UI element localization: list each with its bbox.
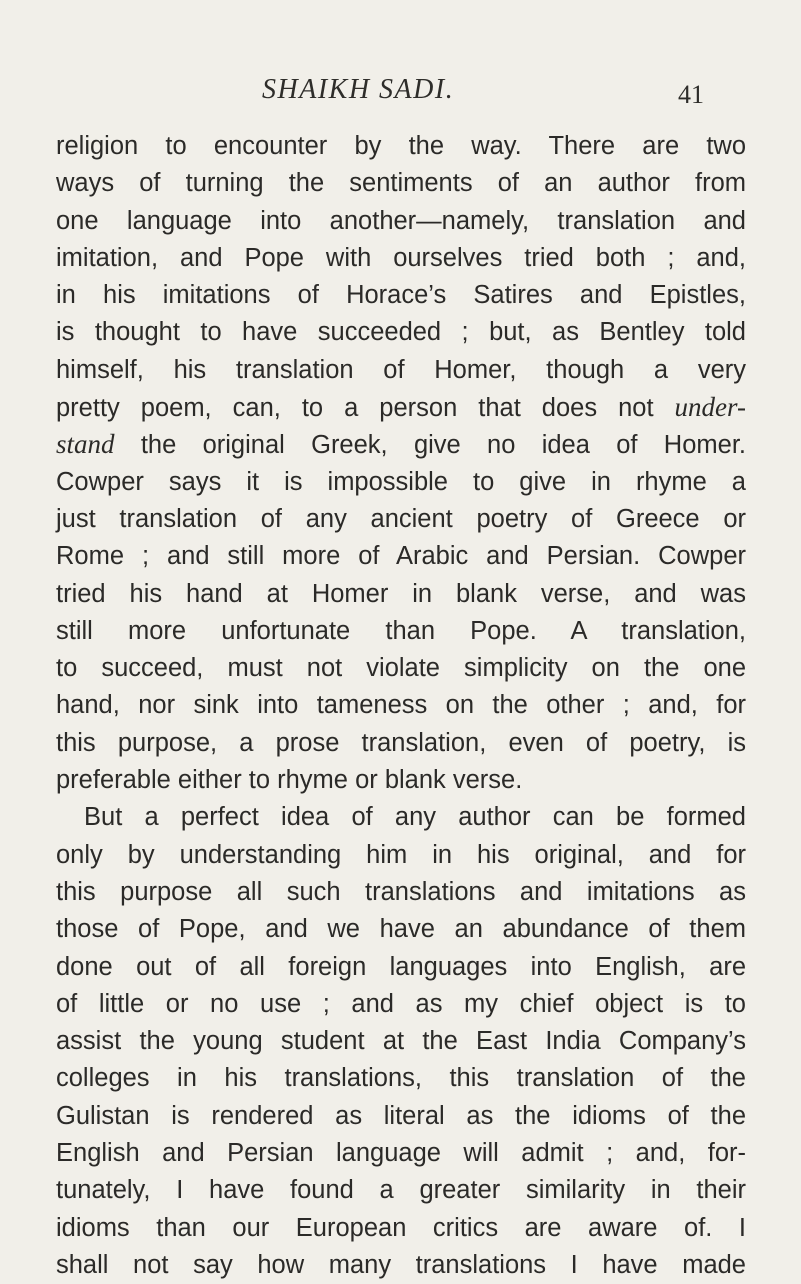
italic-word: stand xyxy=(56,429,115,460)
text-fragment: the original Greek, give no idea of Homer. xyxy=(140,431,746,460)
text-line: still more unfortunate than Pope. A translation, xyxy=(56,616,746,645)
text-line: one language into another—namely, translation and xyxy=(56,206,746,235)
text-line: this purpose, a prose translation, even of poetry, is xyxy=(56,728,746,757)
text-line: Gulistan is rendered as literal as the idioms of the xyxy=(56,1101,746,1130)
text-line-with-italic xyxy=(56,389,746,426)
italic-word: under- xyxy=(674,392,746,423)
text-line: English and Persian language will admit ; and, for- xyxy=(56,1139,746,1168)
text-line: shall not say how many translations I have made xyxy=(56,1250,746,1279)
text-line: only by understanding him in his original, and for xyxy=(56,840,746,869)
body-text xyxy=(56,128,746,1284)
text-line: himself, his translation of Homer, though a very xyxy=(56,355,746,384)
text-line: imitation, and Pope with ourselves tried both ; and, xyxy=(56,243,746,272)
text-line: Rome ; and still more of Arabic and Persian. Cowper xyxy=(56,542,746,571)
text-line: tunately, I have found a greater similarity in their xyxy=(56,1176,746,1205)
text-line: those of Pope, and we have an abundance of them xyxy=(56,915,746,944)
text-line: religion to encounter by the way. There are two xyxy=(56,132,746,160)
text-line: hand, nor sink into tameness on the other ; and, for xyxy=(56,691,746,720)
text-line: assist the young student at the East India Company’s xyxy=(56,1027,746,1056)
text-line: colleges in his translations, this translation of the xyxy=(56,1064,746,1093)
paragraph-first-line: But a perfect idea of any author can be formed xyxy=(84,803,746,832)
text-line: ways of turning the sentiments of an author from xyxy=(56,169,746,198)
text-line: of little or no use ; and as my chief object is to xyxy=(56,989,746,1018)
text-line: in his imitations of Horace’s Satires and Epistles, xyxy=(56,281,746,310)
text-fragment: pretty poem, can, to a person that does not xyxy=(56,394,654,423)
text-line: done out of all foreign languages into English, are xyxy=(56,952,746,981)
text-line: to succeed, must not violate simplicity on the one xyxy=(56,654,746,683)
text-line: this purpose all such translations and imitations as xyxy=(56,877,746,906)
paragraph-last-line: preferable either to rhyme or blank verse. xyxy=(56,766,523,795)
text-line: just translation of any ancient poetry of Greece or xyxy=(56,504,746,533)
running-head: SHAIKH SADI. xyxy=(262,74,455,105)
page-number: 41 xyxy=(678,80,704,109)
text-line: tried his hand at Homer in blank verse, and was xyxy=(56,579,746,608)
text-line: is thought to have succeeded ; but, as Bentley told xyxy=(56,318,746,347)
text-line: Cowper says it is impossible to give in rhyme a xyxy=(56,467,746,496)
text-line: idioms than our European critics are aware of. I xyxy=(56,1213,746,1242)
text-line-with-italic xyxy=(56,426,746,463)
page-header xyxy=(0,74,801,110)
